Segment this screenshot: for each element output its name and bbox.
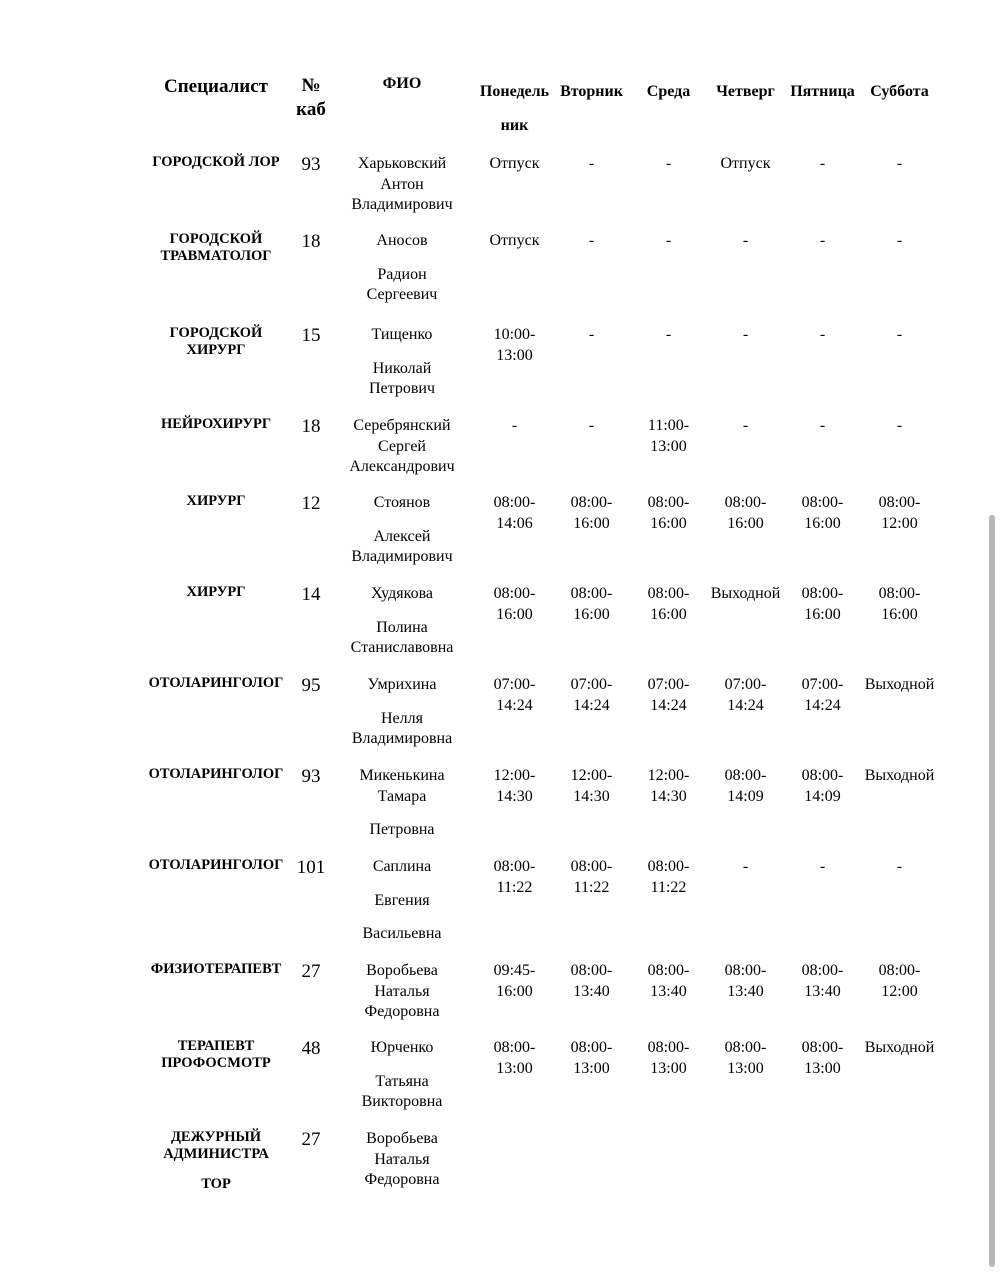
hours-tuesday [553, 957, 630, 1034]
room-number: 18 [301, 416, 321, 437]
hours-line: 08:00- [647, 962, 690, 979]
hours-line: - [742, 326, 749, 343]
hours-saturday [861, 321, 938, 412]
hours-line: 13:00 [650, 1059, 687, 1077]
hours-line: 08:00- [493, 494, 536, 511]
hours-friday [784, 227, 861, 321]
hours-line: 16:00 [496, 605, 533, 623]
doctor-name [328, 671, 476, 762]
doctor-name-line: Сергеевич [366, 286, 438, 303]
hours-thursday [707, 227, 784, 321]
table-row [138, 321, 938, 412]
specialist-cell [138, 580, 294, 671]
hours-line: Выходной [864, 676, 935, 693]
hours-thursday [707, 150, 784, 227]
specialist-line: ПРОФОСМОТР [161, 1055, 271, 1071]
hours-line: 14:30 [650, 787, 687, 805]
room-number: 18 [301, 231, 321, 252]
specialist-line: ХИРУРГ [186, 342, 246, 358]
hours-tuesday [553, 762, 630, 853]
doctor-name [328, 321, 476, 412]
doctor-name-line: Стоянов [373, 494, 431, 511]
doctor-name-line: Николай [372, 359, 432, 377]
doctor-name [328, 1034, 476, 1125]
specialist-line: ХИРУРГ [186, 493, 246, 509]
hours-line: - [896, 326, 903, 343]
hours-line: 14:24 [573, 696, 610, 714]
hours-friday [784, 412, 861, 489]
hours-line: 08:00- [801, 962, 844, 979]
hours-friday [784, 671, 861, 762]
hours-tuesday [553, 150, 630, 227]
hours-line: 14:24 [804, 696, 841, 714]
specialist-line: ОТОЛАРИНГОЛОГ [148, 675, 284, 691]
hours-monday [476, 412, 553, 489]
hours-line: 08:00- [878, 494, 921, 511]
hours-wednesday [630, 671, 707, 762]
hours-line: 11:22 [496, 878, 533, 896]
hours-tuesday [553, 671, 630, 762]
hours-monday [476, 227, 553, 321]
room-number: 101 [296, 857, 326, 878]
hours-monday [476, 1034, 553, 1125]
hours-line: 09:45- [493, 962, 536, 979]
hours-line: - [588, 417, 595, 434]
hours-friday [784, 150, 861, 227]
hours-monday [476, 671, 553, 762]
hours-line: - [819, 232, 826, 249]
hours-thursday [707, 580, 784, 671]
header-room-line2: каб [296, 99, 326, 120]
doctor-name-line: Петрович [368, 380, 435, 397]
hours-line: 08:00- [647, 494, 690, 511]
table-row [138, 489, 938, 580]
hours-monday [476, 321, 553, 412]
doctor-name-line: Наталья [374, 982, 430, 1000]
header-room [294, 72, 328, 150]
doctor-name-line: Воробьева [366, 962, 438, 979]
hours-thursday [707, 321, 784, 412]
hours-line: 08:00- [878, 962, 921, 979]
hours-line: 08:00- [570, 494, 613, 511]
room-number: 27 [301, 1129, 321, 1150]
hours-line: 07:00- [493, 676, 536, 693]
hours-wednesday [630, 321, 707, 412]
specialist-line: ХИРУРГ [186, 584, 246, 600]
hours-line: 12:00 [881, 514, 918, 532]
hours-line: 13:40 [727, 982, 764, 1000]
hours-line: 12:00- [647, 767, 690, 784]
hours-line: 13:40 [573, 982, 610, 1000]
doctor-name-line: Станиславовна [350, 639, 454, 656]
hours-saturday [861, 580, 938, 671]
hours-saturday [861, 762, 938, 853]
table-row [138, 762, 938, 853]
doctor-name [328, 150, 476, 227]
hours-line: 14:24 [727, 696, 764, 714]
room-number: 95 [301, 675, 321, 696]
specialist-line: ОТОЛАРИНГОЛОГ [148, 766, 284, 782]
hours-line: 08:00- [570, 858, 613, 875]
hours-line: 08:00- [570, 585, 613, 602]
hours-line: Выходной [864, 1039, 935, 1056]
doctor-name-line: Александрович [349, 458, 455, 475]
hours-line: - [896, 232, 903, 249]
hours-line: 16:00 [573, 514, 610, 532]
hours-saturday [861, 150, 938, 227]
hours-line: Отпуск [489, 232, 540, 249]
hours-line: 08:00- [493, 585, 536, 602]
hours-thursday [707, 853, 784, 957]
hours-monday [476, 580, 553, 671]
hours-line: 16:00 [650, 605, 687, 623]
table-row [138, 412, 938, 489]
hours-friday [784, 1125, 861, 1205]
hours-line: 08:00- [493, 1039, 536, 1056]
hours-saturday [861, 1125, 938, 1205]
specialist-cell [138, 489, 294, 580]
hours-saturday [861, 412, 938, 489]
hours-line: 14:09 [727, 787, 764, 805]
hours-line: 12:00 [881, 982, 918, 1000]
doctor-name-line: Саплина [372, 858, 432, 875]
doctor-name-line: Петровна [369, 821, 435, 838]
hours-line: 14:24 [650, 696, 687, 714]
specialist-line: ТОР [201, 1176, 231, 1192]
hours-line: - [742, 858, 749, 875]
hours-tuesday [553, 321, 630, 412]
header-fio: ФИО [382, 75, 422, 92]
hours-line: Отпуск [489, 155, 540, 172]
hours-thursday [707, 957, 784, 1034]
header-monday-line1: Понедель [479, 83, 550, 100]
hours-thursday [707, 671, 784, 762]
hours-line: - [742, 417, 749, 434]
doctor-name-line: Наталья [374, 1150, 430, 1168]
hours-line: - [896, 155, 903, 172]
specialist-line: НЕЙРОХИРУРГ [160, 416, 272, 432]
specialist-cell [138, 853, 294, 957]
doctor-name-line: Воробьева [366, 1130, 438, 1147]
room-number: 12 [301, 493, 321, 514]
hours-line: 08:00- [570, 962, 613, 979]
hours-line: - [665, 232, 672, 249]
hours-line: 08:00- [724, 494, 767, 511]
hours-line: 14:09 [804, 787, 841, 805]
hours-line: - [588, 155, 595, 172]
table-row [138, 580, 938, 671]
hours-wednesday [630, 227, 707, 321]
specialist-line: ТЕРАПЕВТ [177, 1038, 255, 1054]
specialist-cell [138, 762, 294, 853]
doctor-name [328, 489, 476, 580]
specialist-line: ОТОЛАРИНГОЛОГ [148, 857, 284, 873]
doctor-name [328, 853, 476, 957]
hours-line: 16:00 [573, 605, 610, 623]
hours-thursday [707, 762, 784, 853]
hours-wednesday [630, 762, 707, 853]
hours-line: - [819, 417, 826, 434]
hours-tuesday [553, 412, 630, 489]
hours-line: 08:00- [801, 585, 844, 602]
specialist-cell [138, 671, 294, 762]
header-friday: Пятница [790, 83, 855, 100]
hours-line: 07:00- [724, 676, 767, 693]
specialist-line: АДМИНИСТРА [163, 1146, 269, 1162]
hours-line: - [819, 326, 826, 343]
hours-line: 08:00- [724, 767, 767, 784]
hours-friday [784, 321, 861, 412]
doctor-name [328, 957, 476, 1034]
doctor-name-line: Васильевна [362, 925, 442, 942]
hours-monday [476, 489, 553, 580]
specialist-line: ГОРОДСКОЙ [169, 231, 263, 247]
hours-line: - [511, 417, 518, 434]
specialist-line: ГОРОДСКОЙ [169, 325, 263, 341]
hours-tuesday [553, 1125, 630, 1205]
hours-line: 08:00- [647, 858, 690, 875]
hours-line: 16:00 [727, 514, 764, 532]
hours-tuesday [553, 1034, 630, 1125]
hours-line: 16:00 [650, 514, 687, 532]
header-thursday: Четверг [716, 83, 775, 100]
hours-line: 14:06 [496, 514, 533, 532]
hours-wednesday [630, 853, 707, 957]
hours-line: 13:00 [496, 346, 533, 364]
doctor-name-line: Полина [376, 618, 428, 636]
hours-friday [784, 580, 861, 671]
schedule-table [138, 72, 938, 1205]
hours-line: 13:40 [650, 982, 687, 1000]
specialist-line: ГОРОДСКОЙ ЛОР [152, 154, 280, 170]
hours-line: 08:00- [570, 1039, 613, 1056]
hours-line: 13:00 [727, 1059, 764, 1077]
schedule-body [138, 150, 938, 1205]
hours-line: - [665, 155, 672, 172]
table-row [138, 1125, 938, 1205]
hours-wednesday [630, 1125, 707, 1205]
hours-line: 16:00 [881, 605, 918, 623]
doctor-name-line: Тищенко [371, 326, 433, 343]
hours-line: - [819, 155, 826, 172]
specialist-cell [138, 150, 294, 227]
hours-line: 14:24 [496, 696, 533, 714]
doctor-name-line: Сергей [378, 437, 426, 455]
hours-line: 16:00 [804, 605, 841, 623]
doctor-name [328, 227, 476, 321]
doctor-name-line: Викторовна [361, 1093, 443, 1110]
hours-wednesday [630, 412, 707, 489]
room-number: 27 [301, 961, 321, 982]
hours-wednesday [630, 957, 707, 1034]
doctor-name-line: Федоровна [364, 1003, 440, 1020]
hours-line: 07:00- [570, 676, 613, 693]
hours-line: - [665, 326, 672, 343]
hours-monday [476, 150, 553, 227]
hours-line: 12:00- [570, 767, 613, 784]
header-tuesday: Вторник [560, 83, 623, 100]
doctor-name-line: Владимирович [351, 196, 453, 213]
hours-wednesday [630, 150, 707, 227]
hours-line: Выходной [710, 585, 781, 602]
hours-thursday [707, 1125, 784, 1205]
hours-tuesday [553, 489, 630, 580]
hours-line: 16:00 [496, 982, 533, 1000]
hours-line: 08:00- [647, 1039, 690, 1056]
doctor-name-line: Владимирович [351, 548, 453, 565]
hours-line: - [742, 232, 749, 249]
table-row [138, 853, 938, 957]
specialist-cell [138, 1034, 294, 1125]
doctor-name [328, 580, 476, 671]
hours-line: 07:00- [647, 676, 690, 693]
hours-line: 08:00- [801, 494, 844, 511]
hours-line: 08:00- [801, 767, 844, 784]
doctor-name-line: Евгения [374, 891, 430, 909]
hours-line: 08:00- [493, 858, 536, 875]
doctor-name-line: Аносов [376, 232, 428, 249]
doctor-name [328, 1125, 476, 1205]
hours-line: 13:00 [804, 1059, 841, 1077]
hours-line: 11:00- [647, 417, 690, 434]
hours-line: 14:30 [573, 787, 610, 805]
header-saturday: Суббота [870, 83, 929, 100]
specialist-line: ДЕЖУРНЫЙ [170, 1129, 262, 1145]
table-row [138, 957, 938, 1034]
doctor-name-line: Тамара [377, 787, 427, 805]
table-row [138, 150, 938, 227]
header-wednesday: Среда [646, 83, 691, 100]
room-number: 93 [301, 154, 321, 175]
hours-friday [784, 489, 861, 580]
specialist-cell [138, 957, 294, 1034]
doctor-name-line: Татьяна [375, 1072, 429, 1090]
doctor-name-line: Микенькина [359, 767, 445, 784]
doctor-name-line: Антон [380, 175, 424, 193]
doctor-name [328, 412, 476, 489]
hours-thursday [707, 1034, 784, 1125]
hours-line: 13:00 [496, 1059, 533, 1077]
hours-friday [784, 1034, 861, 1125]
table-row [138, 671, 938, 762]
hours-wednesday [630, 489, 707, 580]
room-number: 14 [301, 584, 321, 605]
table-row [138, 1034, 938, 1125]
hours-line: 08:00- [878, 585, 921, 602]
doctor-name-line: Нелля [381, 709, 423, 727]
hours-line: Отпуск [720, 155, 771, 172]
hours-tuesday [553, 853, 630, 957]
hours-line: - [896, 858, 903, 875]
specialist-line: ТРАВМАТОЛОГ [160, 248, 272, 264]
doctor-name [328, 762, 476, 853]
hours-saturday [861, 853, 938, 957]
header-monday-line2: ник [500, 117, 529, 134]
hours-line: 08:00- [647, 585, 690, 602]
specialist-cell [138, 1125, 294, 1205]
room-number: 48 [301, 1038, 321, 1059]
hours-wednesday [630, 1034, 707, 1125]
hours-thursday [707, 489, 784, 580]
doctor-name-line: Федоровна [364, 1171, 440, 1188]
hours-line: 13:40 [804, 982, 841, 1000]
hours-tuesday [553, 227, 630, 321]
hours-line: - [588, 326, 595, 343]
hours-line: 07:00- [801, 676, 844, 693]
hours-saturday [861, 489, 938, 580]
scrollbar-thumb[interactable] [989, 515, 995, 1267]
hours-saturday [861, 671, 938, 762]
hours-friday [784, 853, 861, 957]
doctor-name-line: Худякова [370, 585, 434, 602]
specialist-line: ФИЗИОТЕРАПЕВТ [150, 961, 282, 977]
hours-line: 13:00 [573, 1059, 610, 1077]
hours-line: 12:00- [493, 767, 536, 784]
hours-saturday [861, 957, 938, 1034]
hours-tuesday [553, 580, 630, 671]
hours-line: - [819, 858, 826, 875]
room-number: 93 [301, 766, 321, 787]
doctor-name-line: Алексей [373, 527, 431, 545]
hours-line: 14:30 [496, 787, 533, 805]
hours-friday [784, 957, 861, 1034]
hours-line: 08:00- [801, 1039, 844, 1056]
doctor-name-line: Юрченко [370, 1039, 434, 1056]
room-number: 15 [301, 325, 321, 346]
hours-line: 11:22 [573, 878, 610, 896]
hours-line: - [588, 232, 595, 249]
hours-line: Выходной [864, 767, 935, 784]
hours-thursday [707, 412, 784, 489]
header-row [138, 72, 938, 150]
hours-line: 08:00- [724, 962, 767, 979]
hours-saturday [861, 1034, 938, 1125]
hours-line: 13:00 [650, 437, 687, 455]
table-row [138, 227, 938, 321]
specialist-cell [138, 321, 294, 412]
hours-wednesday [630, 580, 707, 671]
hours-monday [476, 762, 553, 853]
doctor-name-line: Харьковский [357, 155, 447, 172]
hours-line: 11:22 [650, 878, 687, 896]
header-monday [476, 72, 553, 150]
doctor-name-line: Радион [377, 265, 427, 283]
specialist-cell [138, 412, 294, 489]
doctor-name-line: Умрихина [367, 676, 437, 693]
header-room-line1: № [301, 75, 321, 96]
hours-line: 10:00- [493, 326, 536, 343]
hours-monday [476, 957, 553, 1034]
hours-line: - [896, 417, 903, 434]
hours-monday [476, 853, 553, 957]
hours-friday [784, 762, 861, 853]
doctor-name-line: Серебрянский [353, 417, 451, 434]
doctor-name-line: Владимировна [351, 730, 453, 747]
hours-saturday [861, 227, 938, 321]
specialist-cell [138, 227, 294, 321]
hours-line: 08:00- [724, 1039, 767, 1056]
hours-monday [476, 1125, 553, 1205]
header-specialist: Специалист [163, 76, 269, 97]
hours-line: 16:00 [804, 514, 841, 532]
